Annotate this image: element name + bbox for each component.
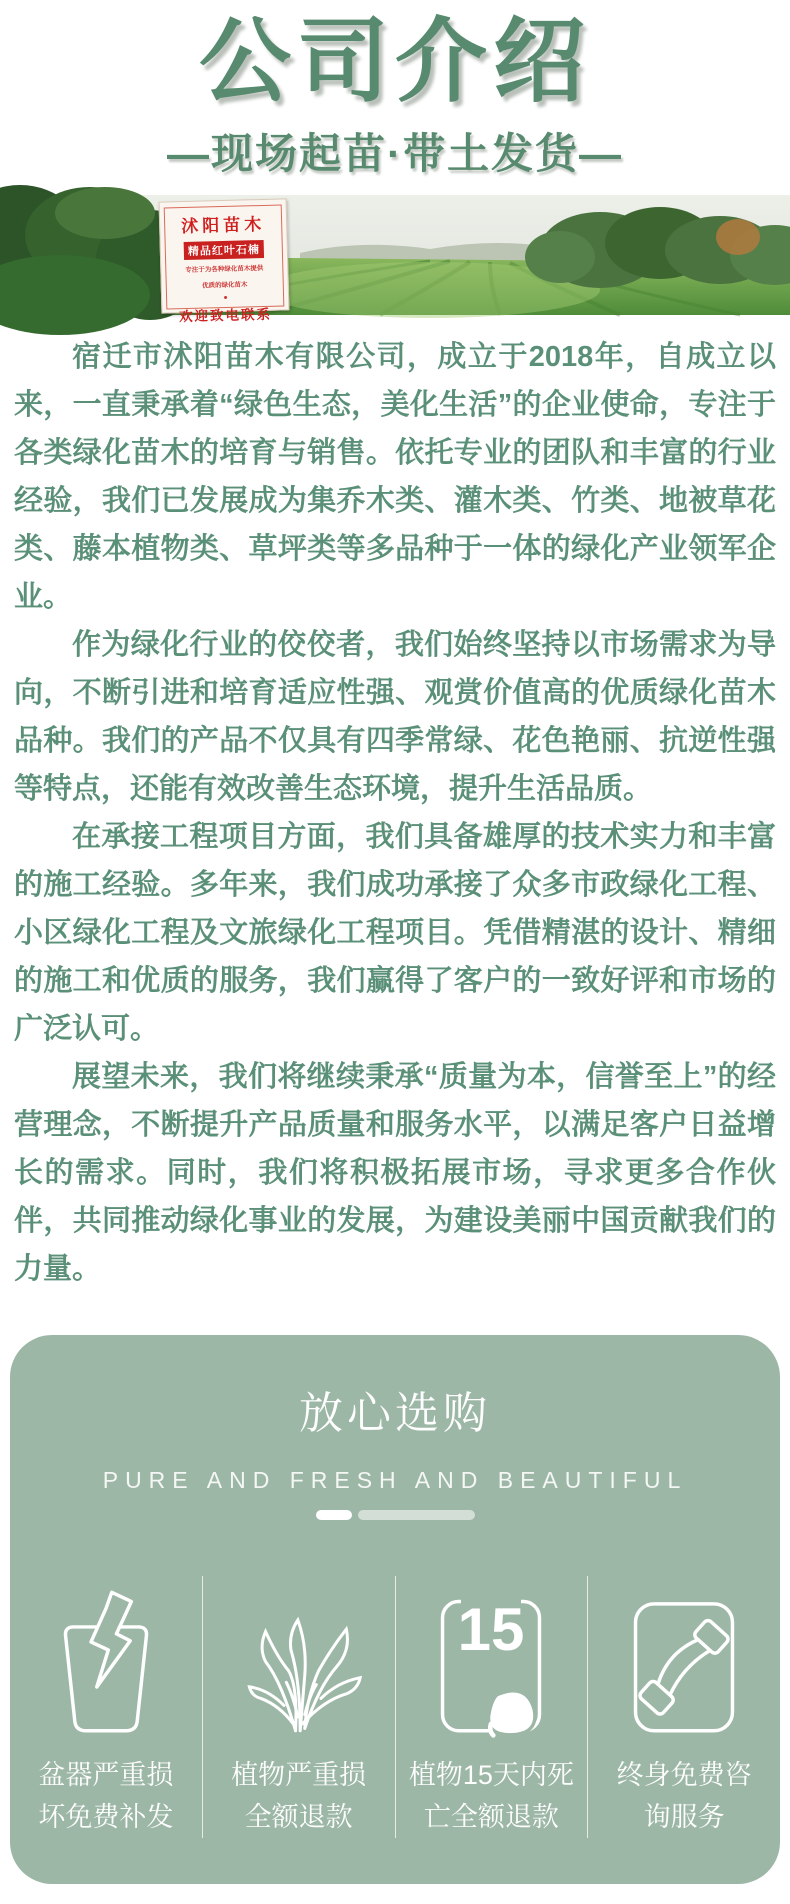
feature-list [10, 1576, 780, 1838]
intro-paragraph-1: 宿迁市沭阳苗木有限公司，成立于2018年，自成立以来，一直秉承着“绿色生态，美化生活”的企业使命，专注于各类绿化苗木的培育与销售。依托专业的团队和丰富的行业经验，我们已发展成为集乔木类、灌木类、竹类、地被草花类、藤本植物类、草坪类等多品种于一体的绿化产业领军企业。 [14, 340, 776, 613]
intro-paragraph-2: 作为绿化行业的佼佼者，我们始终坚持以市场需求为导向，不断引进和培育适应性强、观赏价值高的优质绿化苗木品种。我们的产品不仅具有四季常绿、花色艳丽、抗逆性强等特点，还能有效改善生态环境，提升生活品质。 [14, 628, 776, 805]
bar-long [358, 1510, 475, 1520]
promise-subtitle: PURE AND FRESH AND BEAUTIFUL [102, 1466, 688, 1493]
feature-label-line2: 亡全额退款 [423, 1801, 559, 1832]
intro-paragraph-3: 在承接工程项目方面，我们具备雄厚的技术实力和丰富的施工经验。多年来，我们成功承接了众多市政绿化工程、小区绿化工程及文旅绿化工程项目。凭借精湛的设计、精细的施工和优质的服务，我们赢得了客户的一致好评和市场的广泛认可。 [14, 820, 776, 1045]
promise-title: 放心选购 [299, 1388, 491, 1438]
feature-label [402, 1754, 582, 1838]
page-subtitle: —现场起苗·带土发货— [167, 129, 623, 177]
intro-paragraph-4: 展望未来，我们将继续秉承“质量为本，信誉至上”的经营理念，不断提升产品质量和服务水平，以满足客户日益增长的需求。同时，我们将积极拓展市场，寻求更多合作伙伴，共同推动绿化事业的发展，为建设美丽中国贡献我们的力量。 [14, 1060, 776, 1285]
sign-dot [224, 296, 227, 299]
sign-badge: 精品红叶石楠 [184, 240, 264, 260]
feature-lifetime-support [587, 1576, 780, 1838]
feature-label-line1: 植物严重损 [231, 1759, 367, 1790]
feature-label-line1: 盆器严重损 [38, 1759, 174, 1790]
header [0, 0, 790, 181]
feature-label [209, 1754, 389, 1838]
feature-label-line2: 询服务 [643, 1801, 725, 1832]
broken-pot-icon [16, 1580, 196, 1740]
wilted-plant-icon [209, 1580, 389, 1740]
page-title: 公司介绍 [198, 11, 591, 113]
days-15-leaf-icon [402, 1580, 582, 1740]
feature-label-line1: 终身免费咨 [616, 1759, 752, 1790]
sign-desc-line1: 专注于为各种绿化苗木提供 [185, 264, 264, 274]
sign-inner-frame [164, 204, 285, 324]
decorative-bars [10, 1510, 780, 1520]
feature-plant-damage [202, 1576, 395, 1838]
nursery-field-photo [0, 195, 790, 324]
sign-title: 沭阳苗木 [180, 214, 266, 236]
feature-label [16, 1754, 196, 1838]
promise-panel [10, 1335, 780, 1884]
sign-footer: 欢迎致电联系 [178, 306, 273, 324]
phone-icon [594, 1580, 774, 1740]
feature-label-line2: 坏免费补发 [38, 1801, 174, 1832]
bar-short [316, 1510, 352, 1520]
feature-label-line1: 植物15天内死 [408, 1759, 574, 1790]
sign-desc-line2: 优质的绿化苗木 [201, 280, 248, 290]
feature-label [594, 1754, 774, 1838]
feature-pot-damage [10, 1576, 202, 1838]
feature-15-day-guarantee [395, 1576, 588, 1838]
days-15-number: 15 [458, 1595, 525, 1663]
company-intro-text [0, 333, 790, 1293]
nursery-sign-board [159, 198, 290, 324]
feature-label-line2: 全额退款 [244, 1801, 353, 1832]
field-scene-illustration [0, 195, 790, 315]
